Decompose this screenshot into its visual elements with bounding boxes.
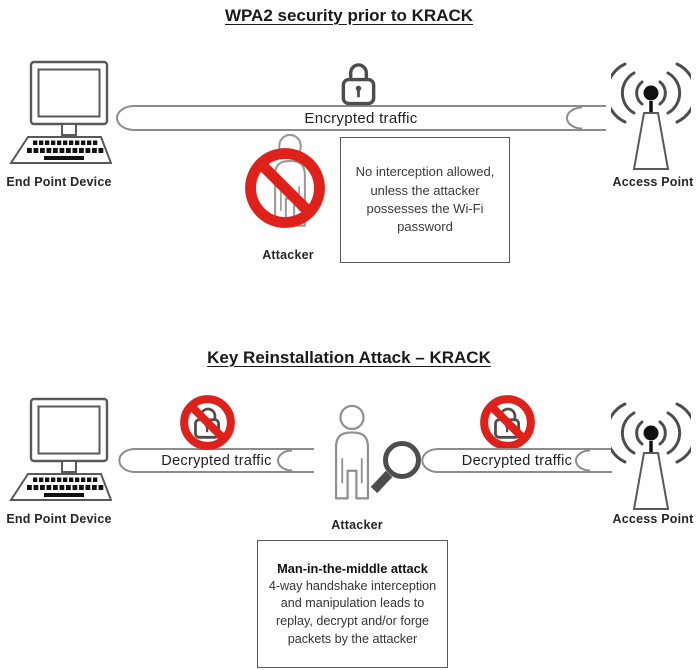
top-section-title: WPA2 security prior to KRACK	[224, 6, 474, 25]
decrypted-traffic-pipe-right	[420, 446, 614, 475]
decrypted-traffic-label: Decrypted traffic	[461, 452, 573, 469]
prohibition-icon	[179, 394, 236, 451]
decrypted-traffic-label: Decrypted traffic	[161, 452, 272, 469]
encrypted-traffic-label: Encrypted traffic	[304, 109, 418, 127]
padlock-open-crossed-icon	[179, 394, 236, 451]
access-point-label: Access Point	[612, 175, 694, 189]
attacker-label: Attacker	[331, 518, 383, 532]
magnifying-glass-icon	[367, 438, 425, 496]
attacker-label: Attacker	[262, 248, 314, 262]
padlock-open-crossed-icon	[479, 394, 536, 451]
wifi-antenna-icon	[611, 397, 691, 512]
desktop-computer-icon	[6, 60, 112, 172]
mitm-note-box	[257, 540, 448, 668]
encrypted-traffic-pipe	[114, 103, 608, 133]
access-point-label: Access Point	[612, 512, 694, 526]
endpoint-label: End Point Device	[6, 512, 112, 526]
prohibition-icon	[243, 146, 327, 230]
mitm-note-text: 4-way handshake interception and manipulation leads to replay, decrypt and/or forge packets by the attacker	[268, 578, 437, 646]
interception-note-box	[340, 137, 510, 263]
endpoint-label: End Point Device	[6, 175, 112, 189]
interception-note-text: No interception allowed, unless the attacker possesses the Wi-Fi password	[355, 164, 495, 235]
prohibition-icon	[479, 394, 536, 451]
padlock-closed-icon	[337, 60, 380, 106]
bottom-section-title: Key Reinstallation Attack – KRACK	[207, 348, 491, 367]
mitm-note-title: Man-in-the-middle attack	[277, 560, 428, 576]
desktop-computer-icon	[6, 397, 112, 509]
wifi-antenna-icon	[611, 57, 691, 172]
